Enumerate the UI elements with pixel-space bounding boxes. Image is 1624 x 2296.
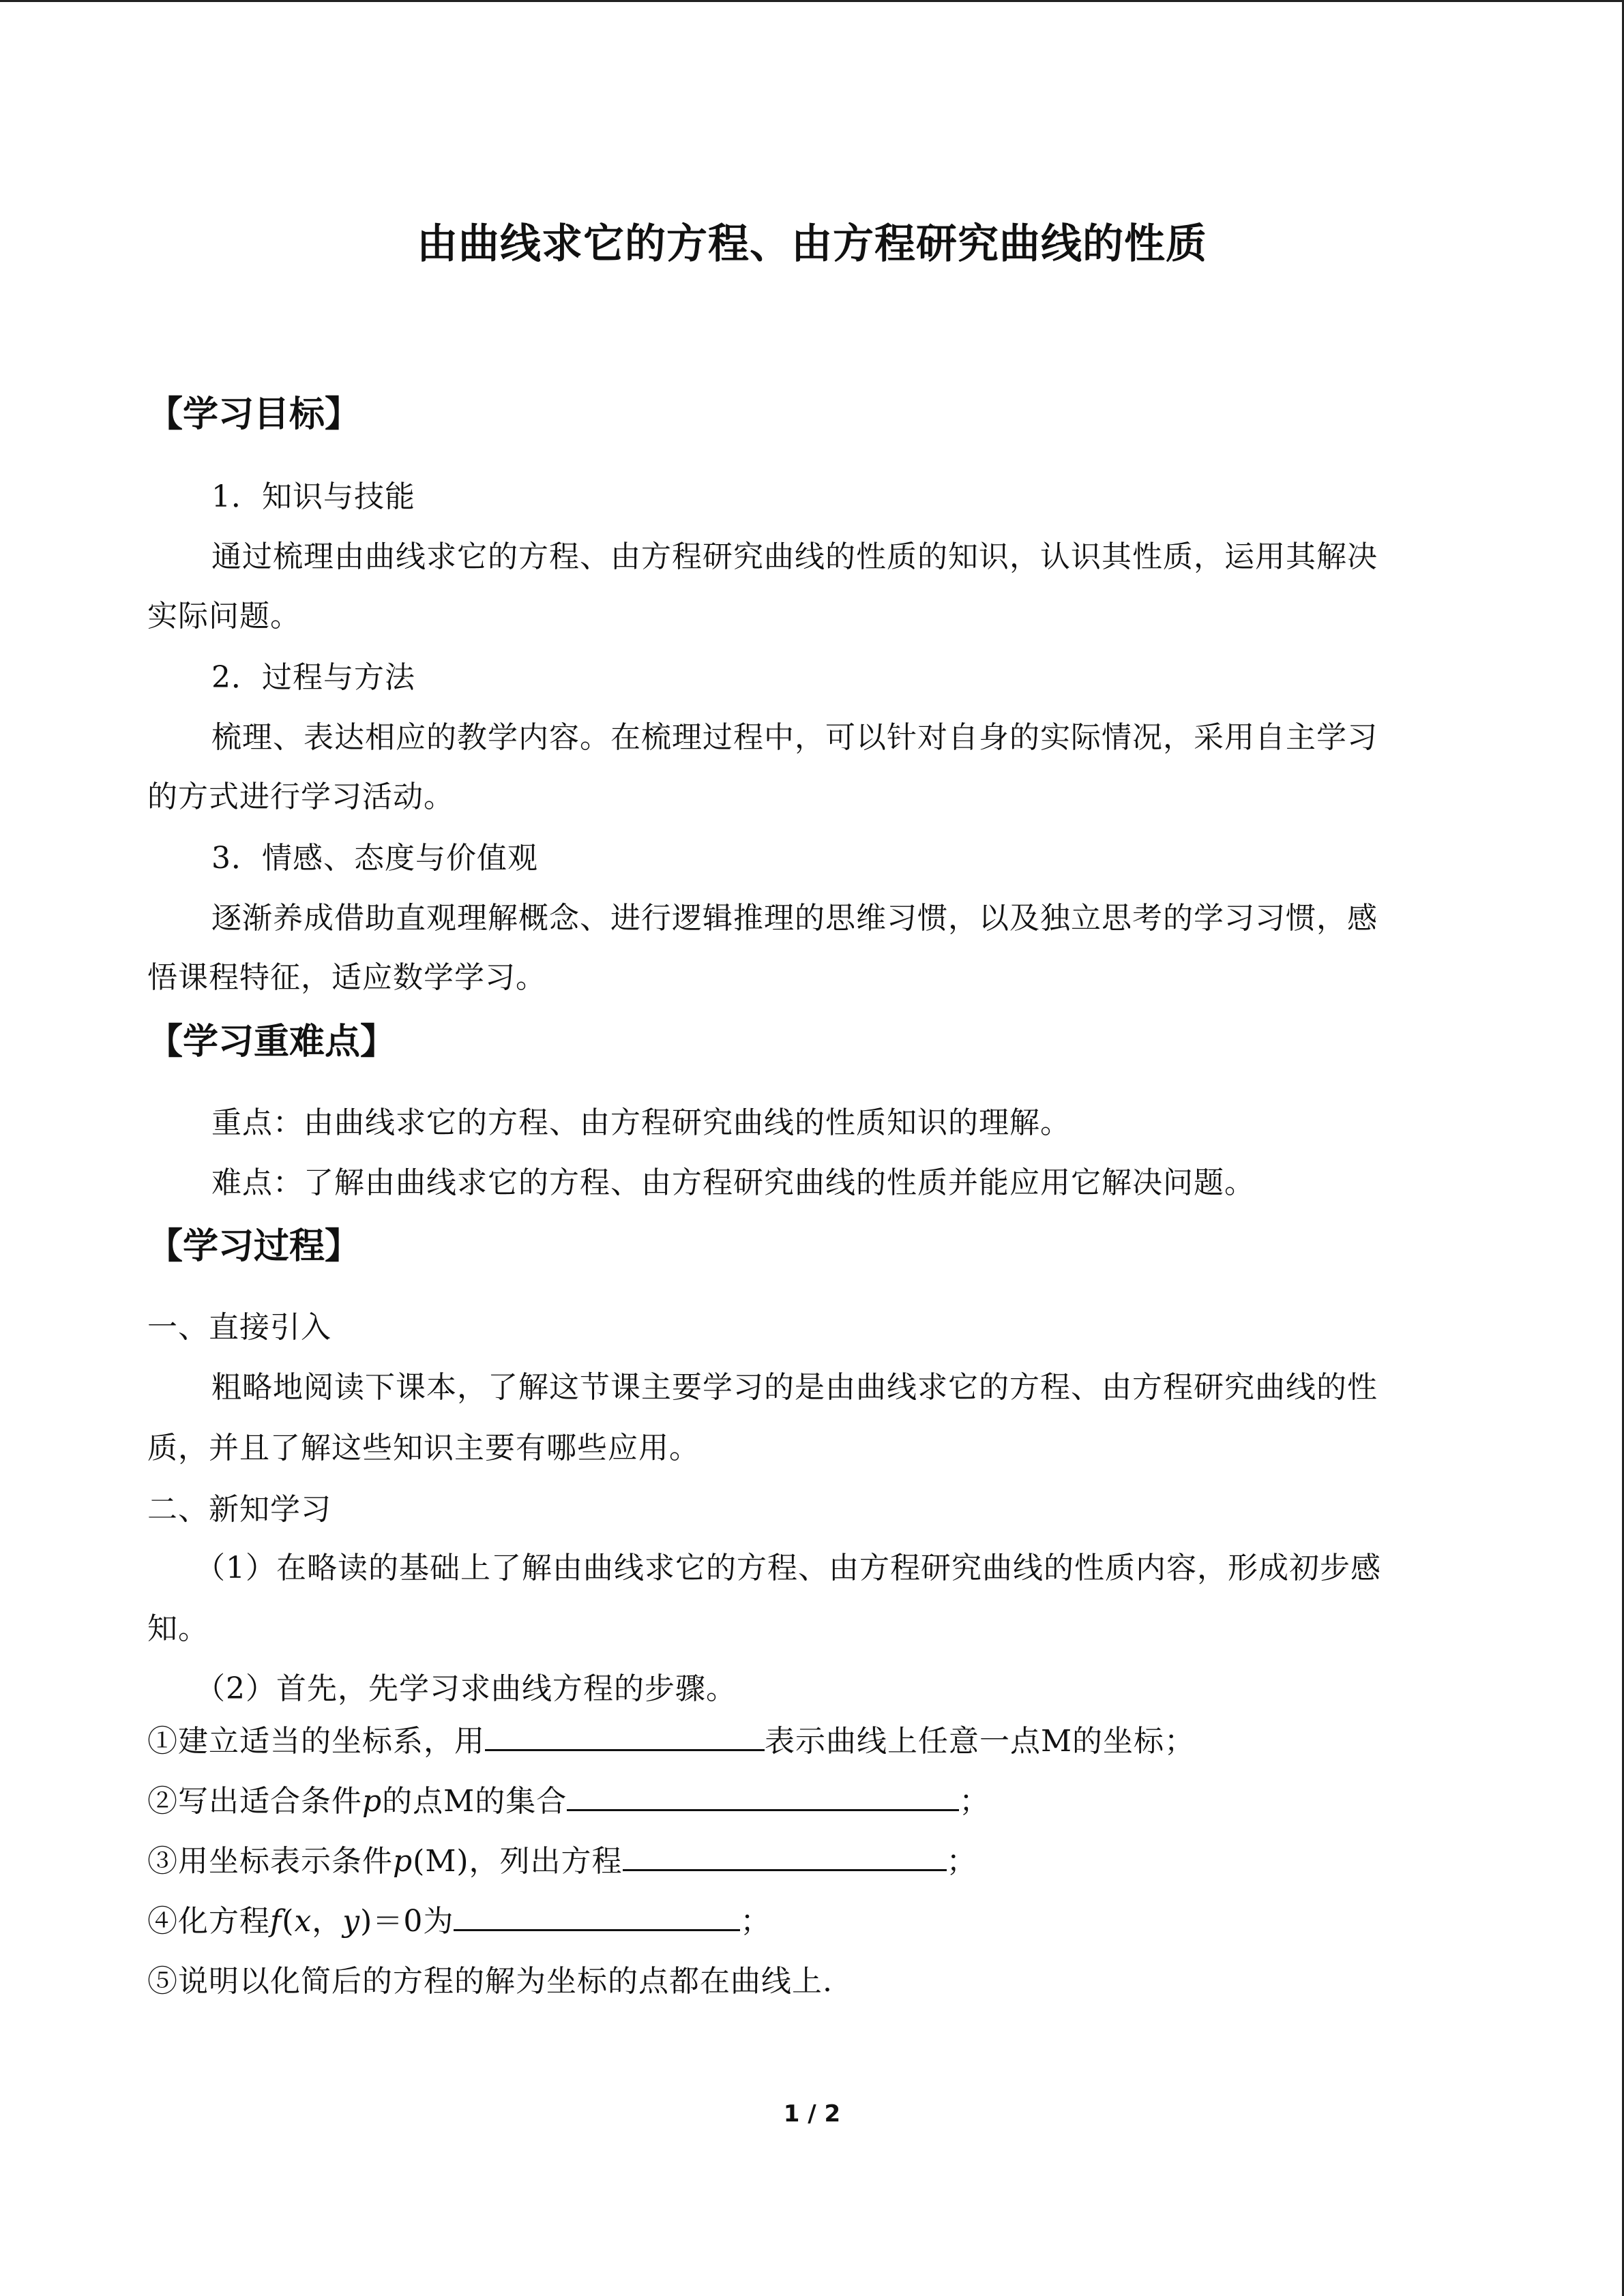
page-number: 1 / 2 (783, 2100, 841, 2128)
part-1-line-2: 质，并且了解这些知识主要有哪些应用。 (147, 1431, 700, 1465)
step-4-comma: ， (312, 1904, 343, 1939)
part-1-title: 一、直接引入 (147, 1310, 331, 1345)
objective-2-title: 2．过程与方法 (211, 660, 415, 695)
step-3-blank (623, 1839, 947, 1871)
keypoint-focus: 重点：由曲线求它的方程、由方程研究曲线的性质知识的理解。 (211, 1105, 1071, 1140)
heading-keypoints: 【学习重难点】 (147, 1022, 396, 1062)
objective-1-line-1: 通过梳理由曲线求它的方程、由方程研究曲线的性质的知识，认识其性质，运用其解决 (211, 539, 1378, 574)
document-title: 由曲线求它的方程、由方程研究曲线的性质 (417, 220, 1207, 268)
step-3-prefix: ③用坐标表示条件 (147, 1844, 393, 1879)
part-2-title: 二、新知学习 (147, 1492, 331, 1527)
step-4-rest: )＝0为 (360, 1904, 454, 1939)
step-1-blank (485, 1719, 765, 1751)
step-4-prefix: ④化方程 (147, 1904, 270, 1939)
top-border (0, 0, 1624, 2)
part-1-line-1: 粗略地阅读下课本，了解这节课主要学习的是由曲线求它的方程、由方程研究曲线的性 (211, 1370, 1378, 1405)
step-1-prefix: ①建立适当的坐标系，用 (147, 1724, 485, 1759)
step-3-suffix: ； (946, 1844, 977, 1879)
step-1-suffix: 表示曲线上任意一点M的坐标； (765, 1724, 1196, 1759)
objective-3-title: 3．情感、态度与价值观 (211, 841, 538, 876)
step-3-variable: p (393, 1844, 413, 1879)
objective-2-line-1: 梳理、表达相应的教学内容。在梳理过程中，可以针对自身的实际情况，采用自主学习 (211, 720, 1378, 755)
part-2-item-1-line-2: 知。 (147, 1611, 209, 1646)
step-4-function: f (270, 1904, 282, 1939)
objective-2-line-2: 的方式进行学习活动。 (147, 779, 454, 814)
keypoint-difficulty: 难点：了解由曲线求它的方程、由方程研究曲线的性质并能应用它解决问题。 (211, 1165, 1255, 1200)
step-2-blank (567, 1779, 959, 1811)
objective-1-title: 1．知识与技能 (211, 479, 415, 514)
step-1 (147, 1716, 1195, 1760)
objective-3-line-1: 逐渐养成借助直观理解概念、进行逻辑推理的思维习惯，以及独立思考的学习习惯，感 (211, 901, 1378, 936)
step-4-y: y (342, 1904, 361, 1939)
step-3 (147, 1836, 977, 1880)
step-4-x: x (294, 1904, 312, 1939)
heading-process: 【学习过程】 (147, 1226, 361, 1267)
step-3-middle: (M)，列出方程 (413, 1844, 623, 1879)
step-4-suffix: ； (740, 1904, 771, 1939)
step-2 (147, 1776, 990, 1820)
step-2-variable: p (362, 1784, 383, 1819)
step-5: ⑤说明以化简后的方程的解为坐标的点都在曲线上. (147, 1964, 833, 1999)
part-2-item-1-line-1: （1）在略读的基础上了解由曲线求它的方程、由方程研究曲线的性质内容，形成初步感 (195, 1551, 1381, 1585)
step-4 (147, 1896, 771, 1940)
step-2-prefix: ②写出适合条件 (147, 1784, 362, 1819)
step-4-blank (454, 1899, 740, 1931)
objective-3-line-2: 悟课程特征，适应数学学习。 (147, 960, 546, 995)
step-2-middle: 的点M的集合 (382, 1784, 567, 1819)
step-4-open-paren: ( (282, 1904, 295, 1939)
step-2-suffix: ； (959, 1784, 990, 1819)
part-2-item-2: （2）首先，先学习求曲线方程的步骤。 (195, 1671, 737, 1706)
objective-1-line-2: 实际问题。 (147, 599, 301, 633)
heading-objectives: 【学习目标】 (147, 394, 361, 435)
